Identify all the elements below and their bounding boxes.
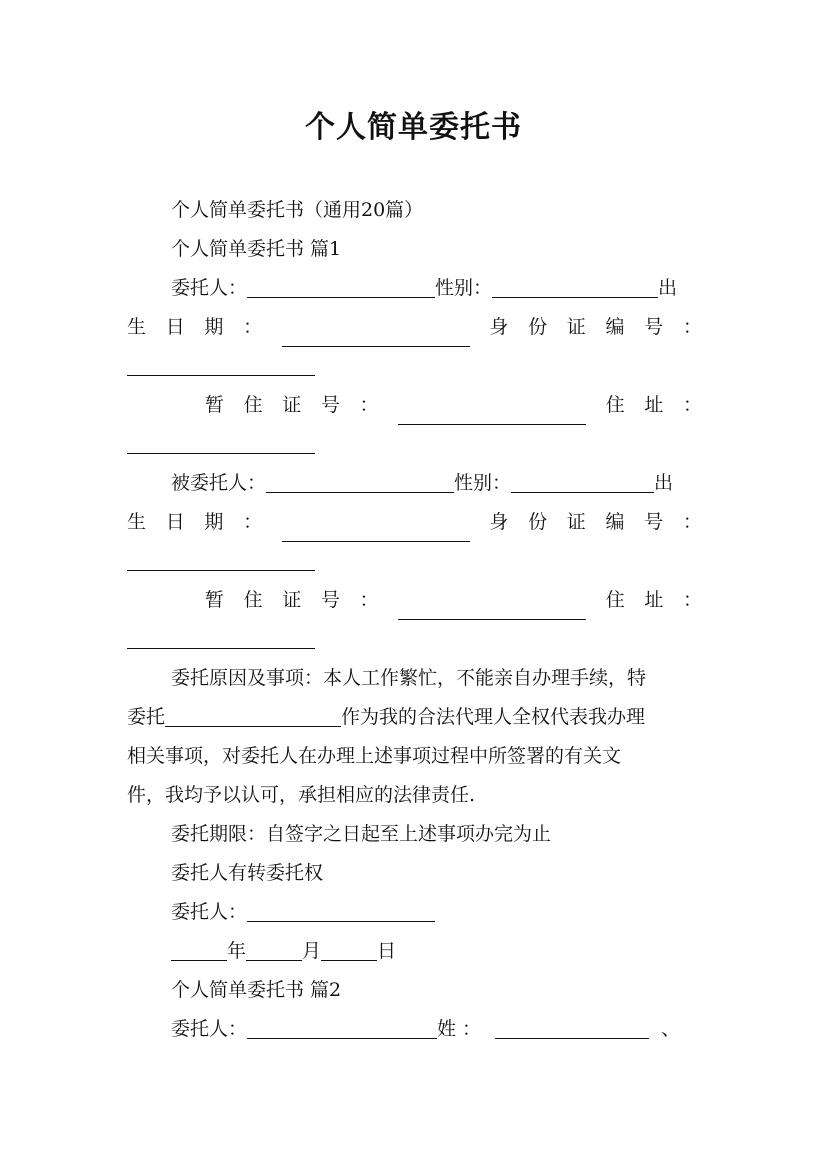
dob-blank xyxy=(282,322,470,347)
permit-char: 号 xyxy=(320,589,340,611)
principal-dob-row xyxy=(127,308,702,347)
section1-heading: 个人简单委托书 篇1 xyxy=(171,238,342,260)
dob-char: ： xyxy=(243,316,263,338)
address-char: ： xyxy=(682,394,702,416)
principal-address-blank-row xyxy=(127,425,702,464)
id-char: 份 xyxy=(528,316,548,338)
permit-blank xyxy=(398,595,586,620)
date-row xyxy=(127,932,702,971)
id-char: 身 xyxy=(489,511,509,533)
dob-char: ： xyxy=(243,511,263,533)
agent-dob-row xyxy=(127,503,702,542)
id-char: 身 xyxy=(489,316,509,338)
dob-blank xyxy=(282,517,470,542)
name-label: 姓 ： xyxy=(437,1018,482,1040)
id-blank xyxy=(127,546,315,571)
permit-char: 住 xyxy=(243,589,263,611)
signature-blank xyxy=(247,897,435,922)
agent-row xyxy=(127,464,702,503)
reason-text: 委托 xyxy=(127,706,166,728)
subtitle: 个人简单委托书（通用20篇） xyxy=(171,199,424,221)
permit-char: 暂 xyxy=(205,589,225,611)
principal-row xyxy=(127,269,702,308)
address-char: ： xyxy=(682,589,702,611)
dob-char: 生 xyxy=(127,316,147,338)
id-char: 证 xyxy=(566,316,586,338)
id-char: ： xyxy=(682,316,702,338)
id-char: 号 xyxy=(644,316,664,338)
reason-line-4: 件，我均予以认可，承担相应的法律责任. xyxy=(127,784,476,806)
id-char: 编 xyxy=(605,511,625,533)
principal-id-blank-row xyxy=(127,347,702,386)
agent-address-blank-row xyxy=(127,620,702,659)
gender-blank xyxy=(492,273,658,298)
tail-mark: 、 xyxy=(661,1018,681,1040)
permit-char: ： xyxy=(359,394,379,416)
principal-label: 委托人： xyxy=(171,1018,248,1040)
address-char: 址 xyxy=(644,394,664,416)
permit-char: 证 xyxy=(282,589,302,611)
chu-char: 出 xyxy=(654,472,674,494)
address-char: 住 xyxy=(605,394,625,416)
term-line: 委托期限：自签字之日起至上述事项办完为止 xyxy=(171,823,552,845)
document-title: 个人简单委托书 xyxy=(305,110,522,145)
id-char: ： xyxy=(682,511,702,533)
address-blank xyxy=(127,429,315,454)
agent-permit-row xyxy=(127,581,702,620)
dob-char: 日 xyxy=(165,511,185,533)
month-blank xyxy=(246,936,302,961)
id-char: 编 xyxy=(605,316,625,338)
day-label: 日 xyxy=(377,940,397,962)
dob-char: 期 xyxy=(204,316,224,338)
principal-blank xyxy=(247,273,435,298)
permit-char: 暂 xyxy=(205,394,225,416)
permit-char: 住 xyxy=(243,394,263,416)
address-blank xyxy=(127,624,315,649)
principal-label: 委托人： xyxy=(171,277,248,299)
section2-heading: 个人简单委托书 篇2 xyxy=(171,979,342,1001)
dob-char: 日 xyxy=(165,316,185,338)
reason-line-2 xyxy=(127,698,702,737)
dob-char: 生 xyxy=(127,511,147,533)
permit-blank xyxy=(398,400,586,425)
permit-char: ： xyxy=(359,589,379,611)
month-label: 月 xyxy=(302,940,322,962)
day-blank xyxy=(321,936,377,961)
signature-row xyxy=(127,893,702,932)
transfer-line: 委托人有转委托权 xyxy=(171,862,324,884)
agent-blank xyxy=(266,468,454,493)
section2-principal-row xyxy=(127,1010,702,1049)
id-char: 号 xyxy=(644,511,664,533)
permit-char: 号 xyxy=(320,394,340,416)
gender-label: 性别： xyxy=(454,472,512,494)
agent-id-blank-row xyxy=(127,542,702,581)
principal-blank xyxy=(247,1014,437,1039)
address-char: 址 xyxy=(644,589,664,611)
reason-text: 作为我的合法代理人全权代表我办理 xyxy=(341,706,646,728)
name-blank xyxy=(495,1014,649,1039)
id-char: 证 xyxy=(566,511,586,533)
gender-blank xyxy=(511,468,654,493)
gender-label: 性别： xyxy=(435,277,493,299)
signature-label: 委托人： xyxy=(171,901,248,923)
reason-line-3: 相关事项，对委托人在办理上述事项过程中所签署的有关文 xyxy=(127,745,622,767)
reason-line-1: 委托原因及事项：本人工作繁忙，不能亲自办理手续，特 xyxy=(171,667,647,689)
year-label: 年 xyxy=(227,940,247,962)
dob-char: 期 xyxy=(204,511,224,533)
address-char: 住 xyxy=(605,589,625,611)
id-blank xyxy=(127,351,315,376)
permit-char: 证 xyxy=(282,394,302,416)
agent-name-blank xyxy=(165,702,341,727)
id-char: 份 xyxy=(528,511,548,533)
agent-label: 被委托人： xyxy=(171,472,267,494)
principal-permit-row xyxy=(127,386,702,425)
chu-char: 出 xyxy=(658,277,678,299)
year-blank xyxy=(171,936,227,961)
